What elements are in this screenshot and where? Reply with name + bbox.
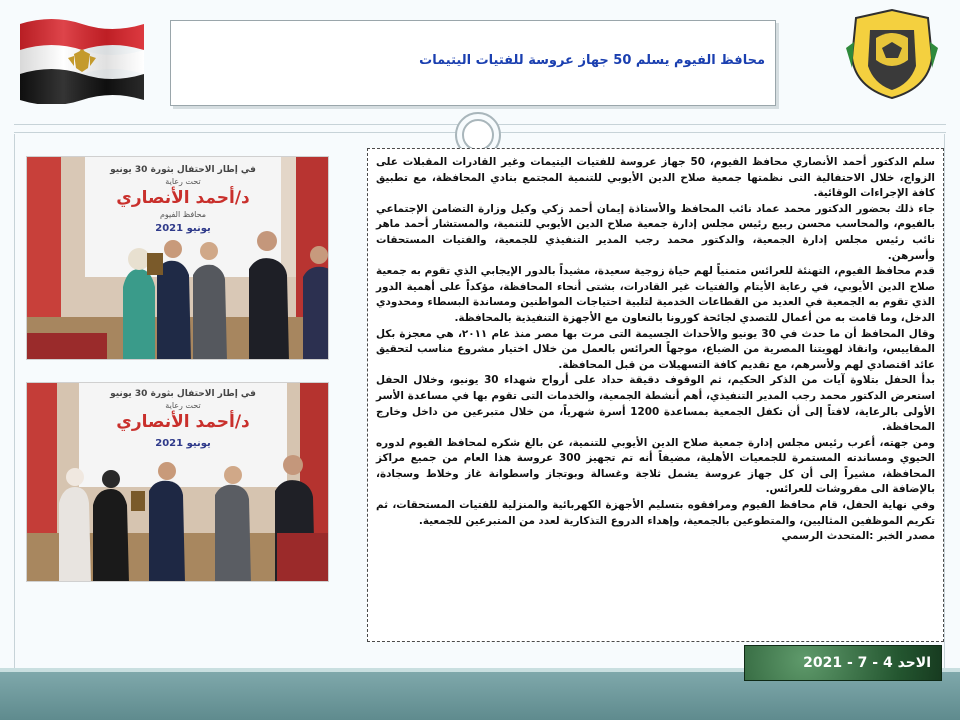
headline-box (170, 20, 776, 106)
article-source: مصدر الخبر :المتحدث الرسمي (781, 530, 935, 543)
banner-line-2: تحت رعاية (165, 177, 201, 186)
egypt-flag-icon (16, 10, 148, 104)
banner-name: د/أحمد الأنصاري (116, 412, 250, 432)
article-paragraph-2: جاء ذلك بحضور الدكتور محمد عماد نائب المحافظ والأستاذة إيمان أحمد زكي وكيل وزارة التضامن الإجتماعي بالفيوم، والمحاسب محسن ربيع رئيس مجلس إدارة جمعية صلاح الدين الأيوبي للتنمية، والمستشار أحمد ماهر نائب رئيس مجلس إدارة الجمعية، والدكتور محمد رجب المدير التنفيذي للجمعية، والفتيات المستحقات وأسرهن. (376, 202, 935, 262)
date-bar (744, 645, 942, 681)
banner-role: محافظ الفيوم (159, 210, 207, 219)
article-paragraph-1: سلم الدكتور أحمد الأنصاري محافظ الفيوم، 50 جهاز عروسة للفتيات اليتيمات وغير القادرات المقبلات على الزواج، خلال الاحتفالية التى نظمتها جمعية صلاح الدين الأيوبي للتنمية المجتمع بنادي المحافظة، مع تطبيق كافة الإجراءات الوقائية. (376, 156, 935, 200)
banner-date: يونيو 2021 (155, 223, 211, 234)
article-paragraph-7: وفي نهاية الحفل، قام محافظ الفيوم ومرافقوه بتسليم الأجهزة الكهربائية والمنزلية للفتيات المستحقات، ثم تكريم الموظفين المثاليين، والمتطوعين بالجمعية، وإهداء الدروع التذكارية لعدد من المتبرعين للجمعية. (376, 499, 935, 527)
article-paragraph-4: وقال المحافظ أن ما حدث في 30 يونيو والأحداث الجسيمة التى مرت بها مصر منذ عام ٢٠١١، هي معجزة بكل المقاييس، وانقاذ لهويتنا المصرية من الضياع، موجهاً العرائس بالعمل من خلال اختيار مشروع مناسب لتحقيق عائد اقتصادي لهم ولأسرهم، مع تقديم كافة التسهيلات من قبل المحافظة. (376, 327, 935, 371)
article-paragraph-3: قدم محافظ الفيوم، التهنئة للعرائس متمنياً لهم حياة زوجية سعيدة، مشيداً بالدور الإيجابي الذي تقوم به جمعية صلاح الدين الأيوبي، في رعاية الأيتام والفتيات غير القادرات، بشتى أنحاء المحافظة، مؤكداً على أهمية الدور الذي تقوم به الجمعية في العديد من القطاعات الخدمية لتلبية احتياجات المواطنين ومساندة البسطاء ومحدودي الدخل، وما قامت به من أعمال للتصدي لجائحة كورونا بالتعاون مع الأجهزة التنفيذية بالمحافظة. (376, 265, 935, 324)
banner-name: د/أحمد الأنصاري (116, 188, 250, 208)
article-box (367, 148, 944, 642)
publish-date: الاحد 4 - 7 - 2021 (803, 655, 931, 671)
banner-line-1: في إطار الاحتفال بثورة 30 يونيو (110, 165, 256, 175)
right-frame-line (944, 134, 945, 668)
fayoum-governorate-logo (836, 8, 948, 100)
ceremony-photo-1 (26, 156, 329, 360)
banner-line-1: في إطار الاحتفال بثورة 30 يونيو (110, 389, 256, 399)
banner-date: يونيو 2021 (155, 438, 211, 449)
article-body (376, 155, 935, 545)
banner-line-2: تحت رعاية (165, 401, 201, 410)
article-paragraph-6: ومن جهته، أعرب رئيس مجلس إدارة جمعية صلاح الدين الأيوبي للتنمية، عن بالغ شكره لمحافظ الفيوم لدوره الحيوي ومساندته المستمرة للجمعيات الأهلية، مضيفاً أنه تم تجهيز 300 عروسة هذا العام من جميع مراكز المحافظة، مشيراً إلى أن كل جهاز عروسة يشمل ثلاجة وغسالة وبوتجاز واسطوانة غاز وخلاط وسجادة، بالإضافة الى مفروشات للعرائس. (376, 436, 935, 496)
left-frame-line (14, 134, 20, 668)
article-paragraph-5: بدأ الحفل بتلاوة آيات من الذكر الحكيم، ثم الوقوف دقيقة حداد على أرواح شهداء 30 يونيو، وخلال الحفل استعرض الدكتور محمد رجب المدير التنفيذي، أهم أنشطة الجمعية، والخدمات التى تقوم بها في مساعدة الأسر الأولى بالرعاية، لافتاً إلى أن تكفل الجمعية بمساعدة 1200 أسرة شهرياً، من خلال متبرعين من داخل وخارج المحافظة. (376, 374, 935, 434)
headline-text: محافظ الفيوم يسلم 50 جهاز عروسة للفتيات اليتيمات (419, 53, 765, 68)
ceremony-photo-2 (26, 382, 329, 582)
